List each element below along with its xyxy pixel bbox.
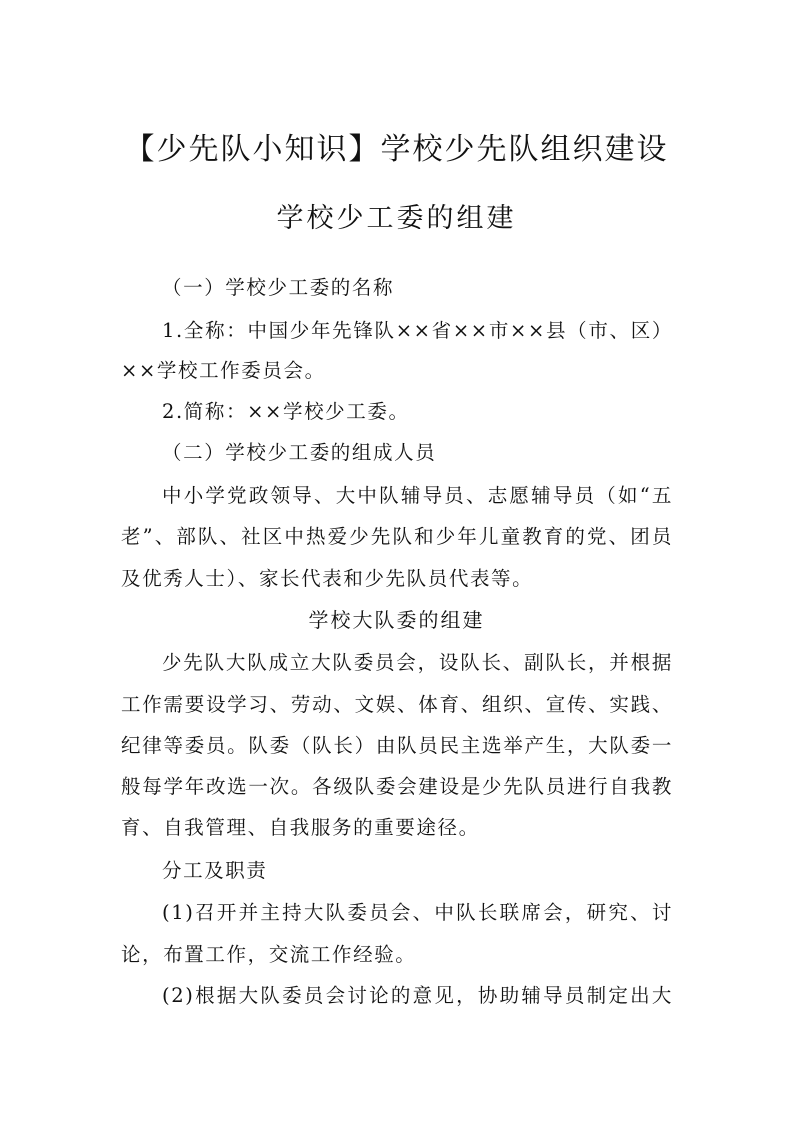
section-heading-brigade: 学校大队委的组建	[308, 608, 485, 632]
brigade-para-line-1: 少先队大队成立大队委员会，设队长、副队长，并根据	[162, 651, 673, 674]
duty-1-line-1: (1)召开并主持大队委员会、中队长联席会，研究、讨	[162, 901, 673, 924]
full-name-line-2: ××学校工作委员会。	[121, 359, 326, 382]
section-title-committee: 学校少工委的组建	[276, 203, 517, 234]
duty-1-line-2: 论，布置工作，交流工作经验。	[121, 943, 417, 966]
members-para-line-1: 中小学党政领导、大中队辅导员、志愿辅导员（如“五	[162, 484, 673, 507]
short-name-line: 2.简称：××学校少工委。	[162, 400, 410, 423]
members-para-line-3: 及优秀人士）、家长代表和少先队员代表等。	[121, 567, 534, 590]
subsection-heading-members: （二）学校少工委的组成人员	[162, 441, 437, 464]
duty-2-line-1: (2)根据大队委员会讨论的意见，协助辅导员制定出大	[162, 984, 673, 1007]
full-name-line-1: 1.全称：中国少年先锋队××省××市××县（市、区）	[162, 319, 673, 342]
subsection-heading-name: （一）学校少工委的名称	[162, 276, 395, 299]
members-para-line-2: 老”、部队、社区中热爱少先队和少年儿童教育的党、团员	[121, 525, 673, 548]
duties-heading: 分工及职责	[162, 859, 268, 882]
document-title: 【少先队小知识】学校少先队组织建设	[124, 132, 669, 167]
brigade-para-line-5: 育、自我管理、自我服务的重要途径。	[121, 816, 480, 839]
brigade-para-line-3: 纪律等委员。队委（队长）由队员民主选举产生，大队委一	[121, 734, 673, 757]
brigade-para-line-4: 般每学年改选一次。各级队委会建设是少先队员进行自我教	[121, 775, 673, 798]
brigade-para-line-2: 工作需要设学习、劳动、文娱、体育、组织、宣传、实践、	[121, 693, 673, 716]
